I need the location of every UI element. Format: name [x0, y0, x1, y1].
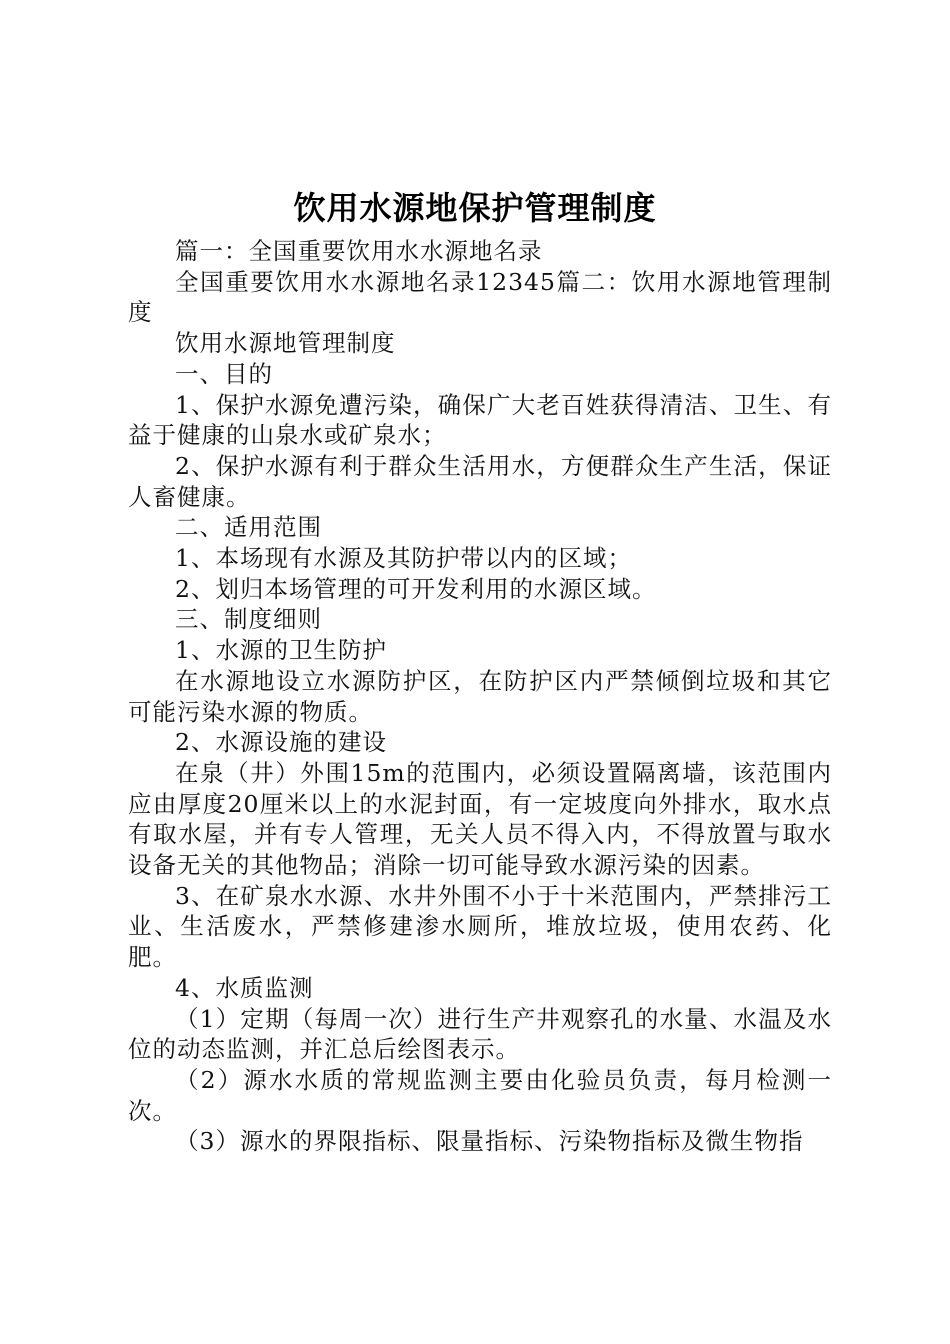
paragraph: 二、适用范围	[175, 513, 322, 542]
document-body	[128, 236, 832, 1157]
paragraph: 2、水源设施的建设	[175, 728, 387, 757]
paragraph: 全国重要饮用水水源地名录12345篇二：饮用水源地管理制度	[128, 267, 832, 327]
paragraph: 1、保护水源免遭污染，确保广大老百姓获得清洁、卫生、有益于健康的山泉水或矿泉水；	[128, 390, 832, 450]
paragraph: 饮用水源地管理制度	[175, 329, 396, 358]
paragraph: 3、在矿泉水水源、水井外围不小于十米范围内，严禁排污工业、生活废水，严禁修建渗水厕所，堆放垃圾，使用农药、化肥。	[128, 881, 832, 972]
paragraph: 1、水源的卫生防护	[175, 636, 387, 665]
paragraph: （2）源水水质的常规监测主要由化验员负责，每月检测一次。	[128, 1065, 832, 1125]
paragraph: 2、保护水源有利于群众生活用水，方便群众生产生活，保证人畜健康。	[128, 451, 832, 511]
paragraph: 在泉（井）外围15m的范围内，必须设置隔离墙，该范围内应由厚度20厘米以上的水泥封面，有一定坡度向外排水，取水点有取水屋，并有专人管理，无关人员不得入内，不得放置与取水设备无关的其他物品；消除一切可能导致水源污染的因素。	[128, 758, 832, 880]
document-title: 饮用水源地保护管理制度	[293, 189, 657, 227]
paragraph: 篇一：全国重要饮用水水源地名录	[175, 237, 543, 265]
paragraph: 一、目的	[175, 359, 273, 388]
paragraph: （1）定期（每周一次）进行生产井观察孔的水量、水温及水位的动态监测，并汇总后绘图表示。	[128, 1004, 832, 1064]
paragraph: 三、制度细则	[175, 605, 322, 634]
paragraph: 4、水质监测	[175, 973, 314, 1002]
paragraph: 在水源地设立水源防护区，在防护区内严禁倾倒垃圾和其它可能污染水源的物质。	[128, 666, 832, 726]
paragraph: 2、划归本场管理的可开发利用的水源区域。	[175, 574, 657, 603]
paragraph: （3）源水的界限指标、限量指标、污染物指标及微生物指	[175, 1127, 804, 1156]
paragraph: 1、本场现有水源及其防护带以内的区域；	[175, 544, 632, 573]
